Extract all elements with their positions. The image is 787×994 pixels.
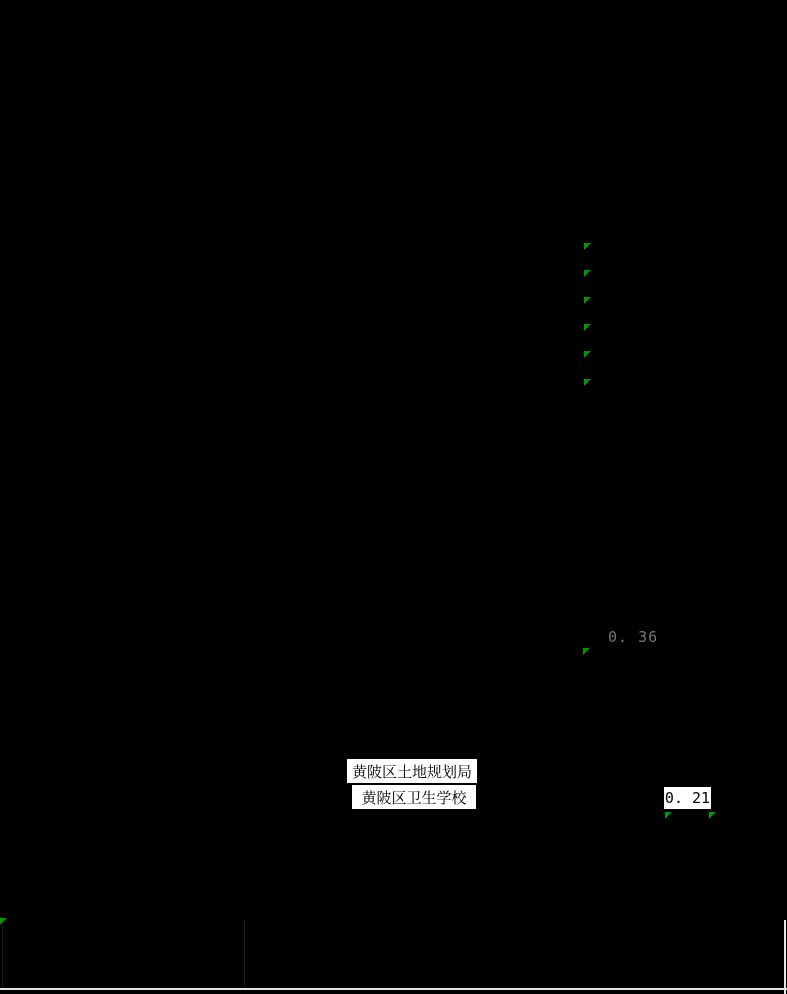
snap-marker-icon — [584, 324, 591, 331]
faint-outline-left — [2, 924, 3, 988]
label-text-health-school: 黄陂区卫生学校 — [361, 788, 467, 807]
snap-marker-icon — [584, 351, 591, 358]
viewport-bottom-edge — [0, 988, 787, 990]
snap-marker-icon — [584, 243, 591, 250]
snap-marker-icon — [584, 297, 591, 304]
dimension-text-036[interactable]: 0. 36 — [608, 628, 659, 646]
snap-marker-icon — [584, 379, 591, 386]
label-text-land-planning-bureau: 黄陂区土地规划局 — [351, 762, 472, 781]
snap-marker-icon — [709, 812, 716, 819]
dimension-box-021[interactable] — [663, 786, 712, 810]
snap-marker-icon — [665, 812, 672, 819]
label-box-health-school[interactable] — [351, 784, 477, 810]
viewport-right-edge — [784, 920, 786, 994]
snap-marker-icon — [584, 270, 591, 277]
faint-outline-right — [244, 920, 245, 988]
dimension-text-021: 0. 21 — [664, 789, 711, 807]
label-box-land-planning-bureau[interactable] — [346, 758, 478, 784]
snap-marker-icon — [583, 648, 590, 655]
